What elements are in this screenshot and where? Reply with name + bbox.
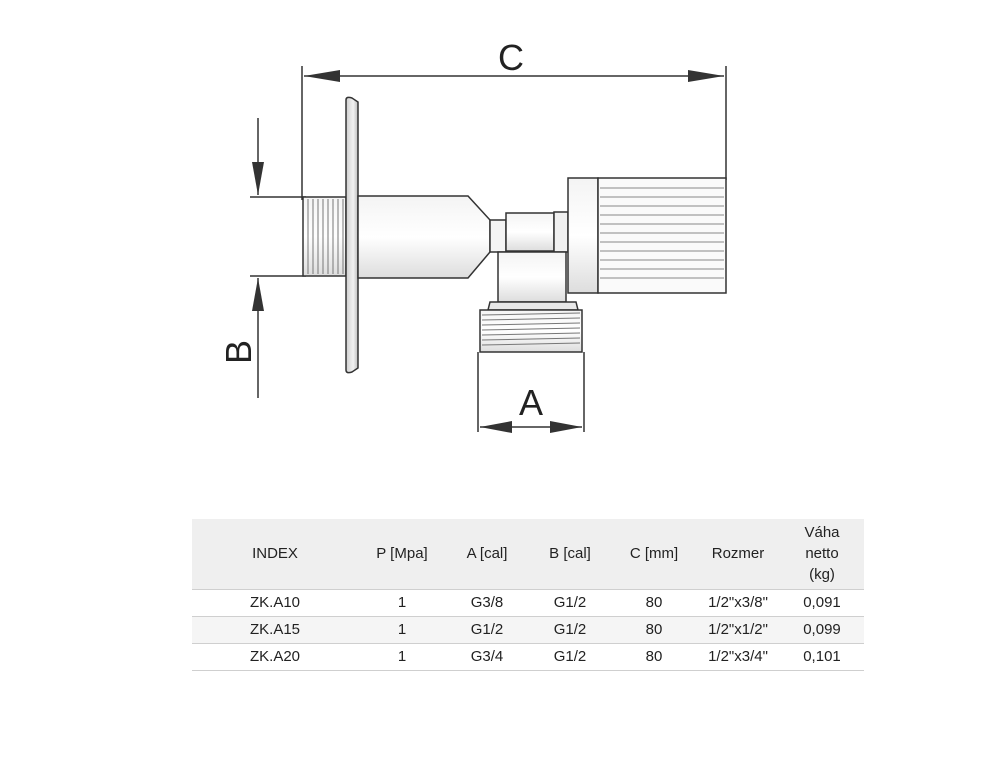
dimension-b-label: B bbox=[218, 339, 259, 365]
valve-body bbox=[303, 97, 726, 372]
cell-index: ZK.A20 bbox=[249, 648, 301, 665]
cell-pressure: 1 bbox=[397, 648, 407, 665]
dimension-b-arrow-bottom bbox=[252, 278, 264, 311]
outlet-stem bbox=[498, 252, 566, 302]
dimension-c-label: C bbox=[498, 37, 524, 78]
body-fitting-collar bbox=[554, 212, 568, 252]
cell-pressure: 1 bbox=[397, 621, 407, 638]
header-weight bbox=[780, 519, 864, 589]
handle-base bbox=[568, 178, 598, 293]
dimension-a-label: A bbox=[518, 382, 544, 423]
cell-a: G3/8 bbox=[470, 594, 504, 611]
handle-knob bbox=[598, 178, 726, 293]
outlet-thread bbox=[480, 310, 582, 352]
cell-a: G3/4 bbox=[470, 648, 504, 665]
table-header-row bbox=[192, 519, 864, 589]
cell-a: G1/2 bbox=[470, 621, 504, 638]
cell-c: 80 bbox=[645, 594, 663, 611]
dimension-c-arrow-right bbox=[688, 70, 724, 82]
cell-c: 80 bbox=[645, 621, 663, 638]
header-b: B [cal] bbox=[549, 545, 591, 563]
cell-rozmer: 1/2"x3/8" bbox=[708, 594, 768, 611]
body-pipe bbox=[358, 196, 490, 278]
cell-b: G1/2 bbox=[553, 594, 587, 611]
inlet-thread bbox=[303, 197, 346, 276]
table-row bbox=[192, 616, 864, 643]
cell-b: G1/2 bbox=[553, 648, 587, 665]
wall-flange bbox=[346, 97, 358, 372]
specification-table bbox=[192, 519, 864, 671]
body-fitting bbox=[506, 213, 554, 251]
cell-pressure: 1 bbox=[397, 594, 407, 611]
dimension-c-arrow-left bbox=[304, 70, 340, 82]
header-c: C [mm] bbox=[629, 545, 679, 563]
cell-weight: 0,099 bbox=[803, 621, 841, 638]
cell-c: 80 bbox=[645, 648, 663, 665]
table-row bbox=[192, 589, 864, 616]
header-weight-label: Váha netto (kg) bbox=[804, 524, 840, 584]
dimension-a-arrow-right bbox=[550, 421, 582, 433]
cell-index: ZK.A15 bbox=[249, 621, 301, 638]
header-rozmer: Rozmer bbox=[711, 545, 765, 563]
cell-index: ZK.A10 bbox=[249, 594, 301, 611]
outlet-collar bbox=[488, 302, 578, 310]
cell-rozmer: 1/2"x1/2" bbox=[708, 621, 768, 638]
cell-b: G1/2 bbox=[553, 621, 587, 638]
cell-weight: 0,091 bbox=[803, 594, 841, 611]
table-row bbox=[192, 643, 864, 670]
cell-weight: 0,101 bbox=[803, 648, 841, 665]
header-index: INDEX bbox=[252, 545, 298, 563]
dimension-b-arrow-top bbox=[252, 162, 264, 195]
header-a: A [cal] bbox=[466, 545, 508, 563]
dimension-a-arrow-left bbox=[480, 421, 512, 433]
cell-rozmer: 1/2"x3/4" bbox=[708, 648, 768, 665]
header-pressure: P [Mpa] bbox=[376, 545, 428, 563]
body-neck bbox=[490, 220, 506, 252]
